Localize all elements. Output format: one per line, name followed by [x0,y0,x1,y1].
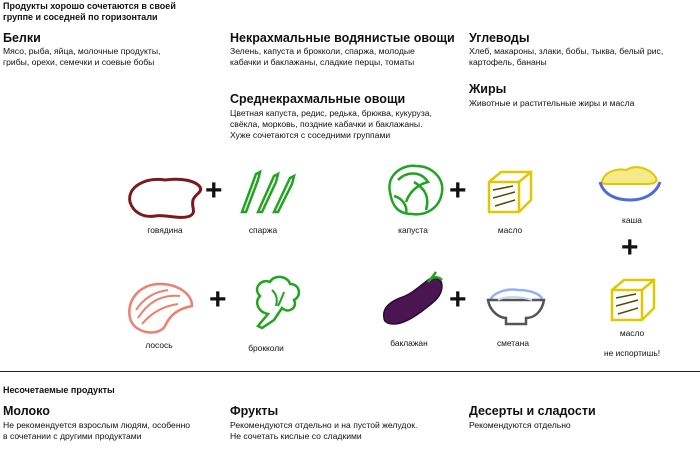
group-text-proteins: Мясо, рыба, яйца, молочные продукты, грибы, орехи, семечки и соевые бобы [3,46,161,68]
group-text-milk: Не рекомендуется взрослым людям, особенно в сочетании с другими продуктами [3,420,191,442]
eggplant-icon [378,268,448,330]
label-butter: масло [619,328,645,338]
plus-icon: + [449,174,467,207]
group-title-proteins: Белки [3,31,41,45]
label-eggplant: баклажан [390,338,428,348]
label-asparagus: спаржа [248,225,278,235]
page-title: Продукты хорошо сочетаются в своей группе и соседней по горизонтали [3,1,176,22]
cabbage-icon [380,162,448,220]
beef-icon [125,172,205,222]
group-text-fruits: Рекомендуются отдельно и на пустой желудок. Не сочетать кислые со сладкими [230,420,418,442]
group-text-carbs: Хлеб, макароны, злаки, бобы, тыква, белый рис, картофель, бананы [469,46,664,68]
asparagus-icon [238,166,298,216]
plus-icon: + [209,283,227,316]
group-title-semistarchy: Среднекрахмальные овощи [230,92,406,106]
butter-icon [608,276,658,324]
group-title-carbs: Углеводы [469,31,530,45]
group-text-semistarchy: Цветная капуста, редис, редька, брюква, кукуруза, свёкла, морковь, поздние кабачки и баклажаны. Хуже сочетаются с соседними группами [230,108,432,141]
group-title-fats: Жиры [469,82,507,96]
group-title-nonstarchy: Некрахмальные водянистые овощи [230,31,455,45]
label-beef: говядина [147,225,183,235]
plus-icon: + [621,231,639,264]
butter-icon [485,168,535,216]
porridge-icon [596,160,664,204]
label-sourcream: сметана [496,338,529,348]
sourcream-icon [484,284,548,330]
group-text-fats: Животные и растительные жиры и масла [469,98,635,108]
label-cabbage: капуста [398,225,428,235]
label-salmon: лосось [145,340,173,350]
incompatible-title: Несочетаемые продукты [3,385,115,395]
broccoli-icon [244,272,304,334]
group-text-nonstarchy: Зелень, капуста и брокколи, спаржа, молодые кабачки и баклажаны, сладкие перцы, томаты [230,46,415,68]
plus-icon: + [205,174,223,207]
group-title-milk: Молоко [3,404,50,418]
label-porridge: каша [622,215,642,225]
label-broccoli: брокколи [248,343,284,353]
plus-icon: + [449,283,467,316]
group-text-desserts: Рекомендуются отдельно [469,420,571,430]
label-never-spoil: не испортишь! [603,348,661,358]
label-butter: масло [497,225,523,235]
group-title-fruits: Фрукты [230,404,279,418]
group-title-desserts: Десерты и сладости [469,404,596,418]
salmon-icon [122,278,198,340]
section-divider [0,371,700,372]
